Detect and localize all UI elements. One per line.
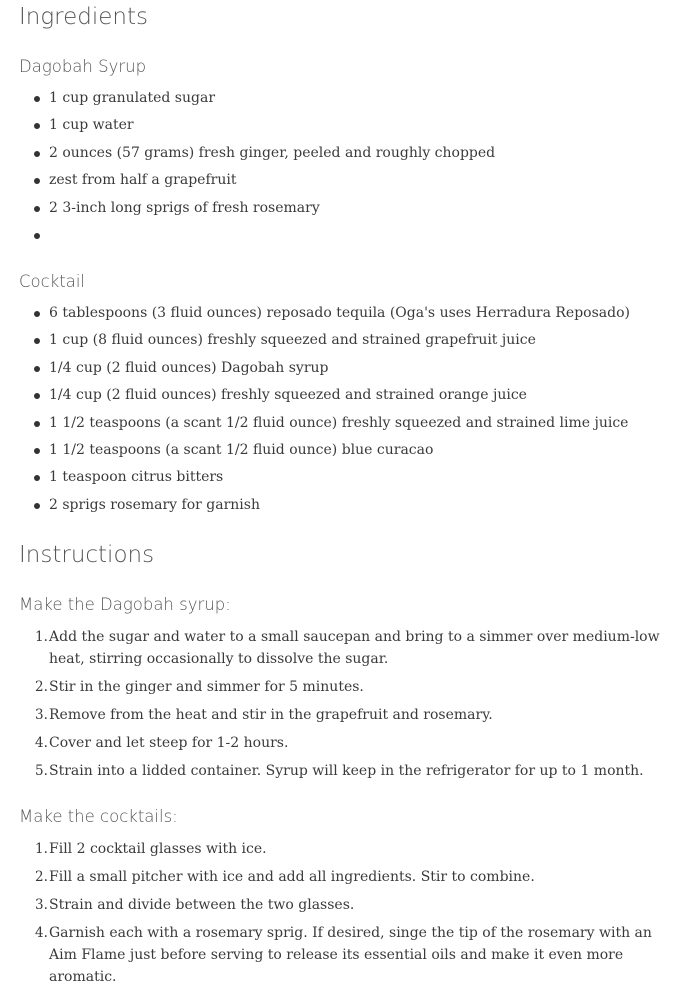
bullet-icon: [34, 123, 40, 129]
list-item: 4. Cover and let steep for 1-2 hours.: [19, 732, 669, 754]
list-item: 3. Remove from the heat and stir in the grapefruit and rosemary.: [19, 704, 669, 726]
bullet-icon: [34, 448, 40, 454]
list-item: 4. Garnish each with a rosemary sprig. If desired, singe the tip of the rosemary with an Aim Flame just before serving to release its essential oils and make it even more aromatic.: [19, 922, 669, 988]
list-item: 2 sprigs rosemary for garnish: [19, 494, 669, 516]
ingredients-heading: Ingredients: [19, 4, 148, 30]
list-item: zest from half a grapefruit: [19, 169, 669, 191]
list-item: 1 cup granulated sugar: [19, 87, 669, 109]
list-item: 1 teaspoon citrus bitters: [19, 466, 669, 488]
list-item: 1/4 cup (2 fluid ounces) Dagobah syrup: [19, 357, 669, 379]
bullet-icon: [34, 503, 40, 509]
step-number: 2.: [35, 679, 48, 695]
list-item: 5. Strain into a lidded container. Syrup will keep in the refrigerator for up to 1 month.: [19, 760, 669, 782]
step-number: 5.: [35, 763, 48, 779]
syrup-steps-list: [19, 626, 669, 788]
bullet-icon: [34, 421, 40, 427]
syrup-steps-heading: Make the Dagobah syrup:: [19, 595, 231, 614]
list-item: 6 tablespoons (3 fluid ounces) reposado tequila (Oga's uses Herradura Reposado): [19, 302, 669, 324]
list-item: 1 cup water: [19, 114, 669, 136]
list-item: 2. Fill a small pitcher with ice and add all ingredients. Stir to combine.: [19, 866, 669, 888]
list-item: 1. Add the sugar and water to a small saucepan and bring to a simmer over medium-low heat, stirring occasionally to dissolve the sugar.: [19, 626, 669, 670]
cocktail-steps-heading: Make the cocktails:: [19, 807, 178, 826]
step-number: 1.: [35, 629, 48, 645]
list-item: 3. Strain and divide between the two glasses.: [19, 894, 669, 916]
bullet-icon: [34, 393, 40, 399]
step-number: 3.: [35, 897, 48, 913]
list-item: 1. Fill 2 cocktail glasses with ice.: [19, 838, 669, 860]
cocktail-ingredients-list: [19, 302, 669, 521]
list-item: 2 3-inch long sprigs of fresh rosemary: [19, 197, 669, 219]
list-item: 1 1/2 teaspoons (a scant 1/2 fluid ounce) blue curacao: [19, 439, 669, 461]
bullet-icon: [34, 366, 40, 372]
list-item: 1 1/2 teaspoons (a scant 1/2 fluid ounce) freshly squeezed and strained lime juice: [19, 412, 669, 434]
bullet-icon: [34, 475, 40, 481]
cocktail-ingredients-heading: Cocktail: [19, 272, 85, 291]
instructions-heading: Instructions: [19, 542, 155, 568]
step-number: 3.: [35, 707, 48, 723]
list-item-empty: [19, 224, 669, 246]
cocktail-steps-list: [19, 838, 669, 994]
list-item: 1 cup (8 fluid ounces) freshly squeezed and strained grapefruit juice: [19, 329, 669, 351]
bullet-icon: [34, 206, 40, 212]
bullet-icon: [34, 233, 40, 239]
step-number: 4.: [35, 925, 48, 941]
syrup-ingredients-heading: Dagobah Syrup: [19, 57, 147, 76]
step-number: 1.: [35, 841, 48, 857]
bullet-icon: [34, 96, 40, 102]
bullet-icon: [34, 311, 40, 317]
step-number: 2.: [35, 869, 48, 885]
list-item: 1/4 cup (2 fluid ounces) freshly squeezed and strained orange juice: [19, 384, 669, 406]
bullet-icon: [34, 338, 40, 344]
list-item: 2. Stir in the ginger and simmer for 5 minutes.: [19, 676, 669, 698]
syrup-ingredients-list: [19, 87, 669, 251]
list-item: 2 ounces (57 grams) fresh ginger, peeled and roughly chopped: [19, 142, 669, 164]
bullet-icon: [34, 178, 40, 184]
bullet-icon: [34, 151, 40, 157]
step-number: 4.: [35, 735, 48, 751]
